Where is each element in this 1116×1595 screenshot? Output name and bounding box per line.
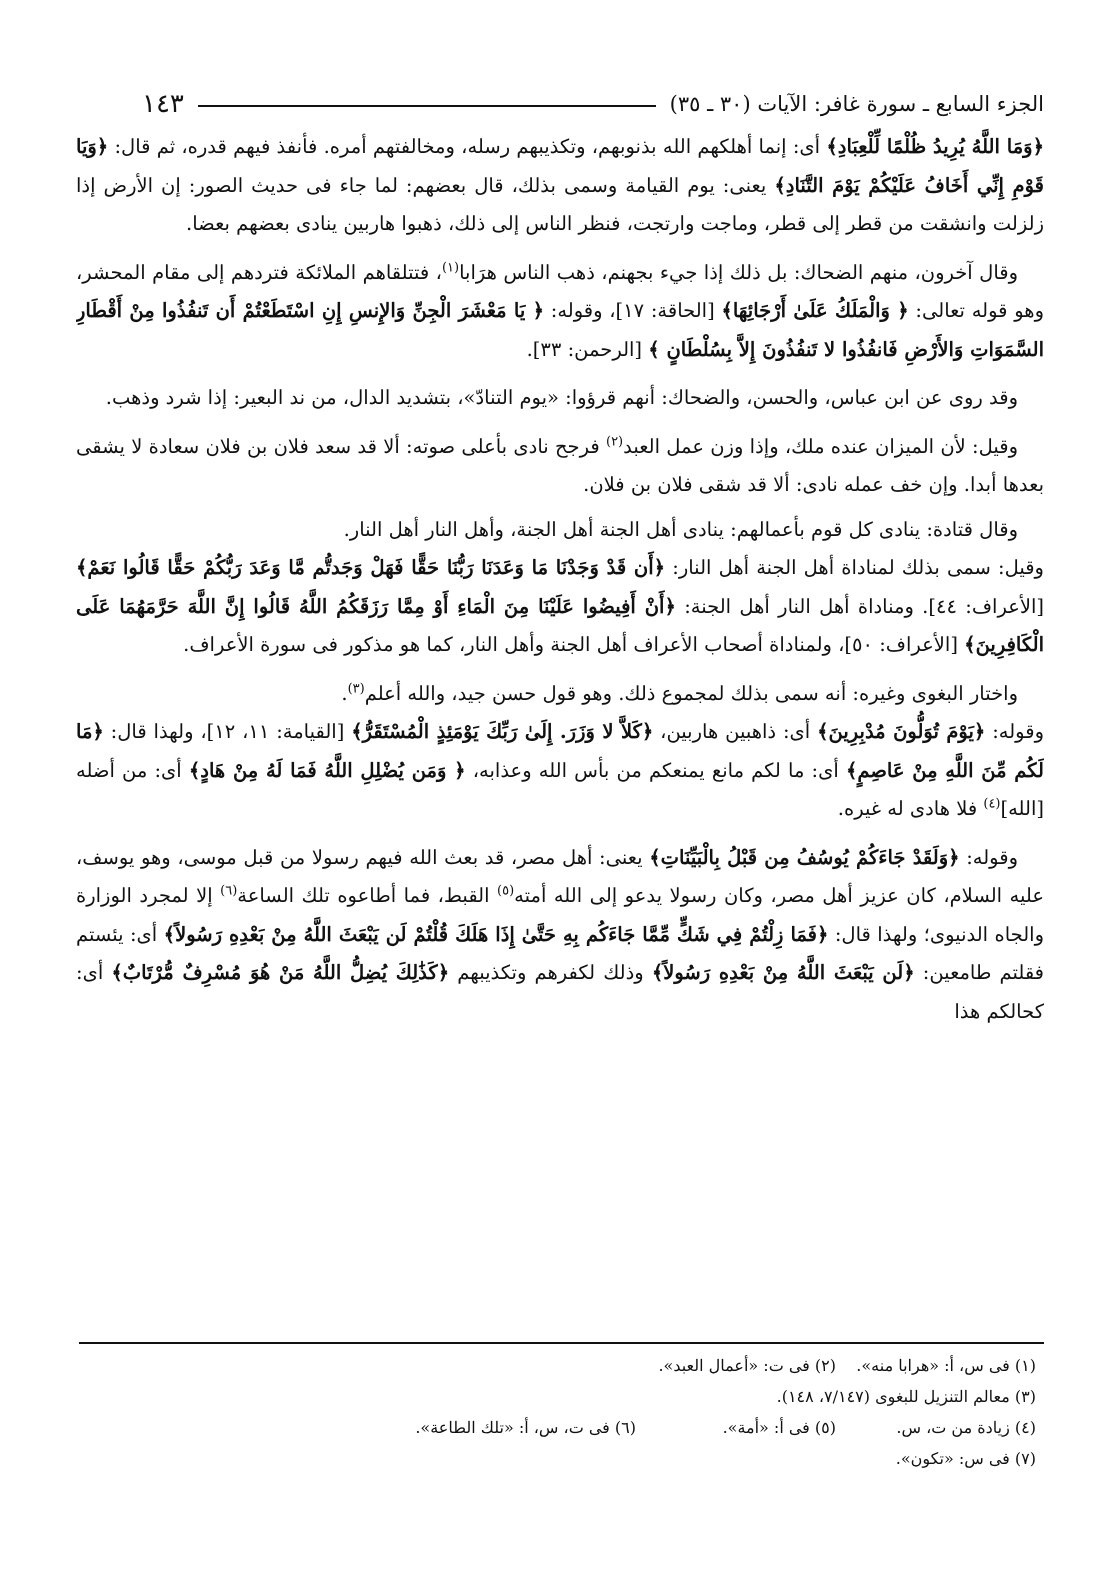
text-run: فلا هادى له غيره.	[837, 797, 984, 820]
paragraph	[76, 713, 1044, 829]
quran-verse: ﴿كَذَٰلِكَ يُضِلُّ اللَّهُ مَنْ هُوَ مُسْرِفٌ مُّرْتَابٌ﴾	[111, 961, 450, 984]
quran-verse: ﴿يَوْمَ تُوَلُّونَ مُدْبِرِينَ﴾	[817, 720, 986, 743]
text-run: [الرحمن: ٣٣].	[526, 337, 649, 361]
text-run: أى: من أضله [الله]	[76, 758, 1044, 820]
page-header	[142, 86, 1044, 122]
footnote-rule	[79, 1342, 1044, 1344]
paragraph	[76, 675, 1044, 714]
footnote-marker: (٢)	[605, 434, 624, 449]
text-run: واختار البغوى وغيره: أنه سمى بذلك لمجموع ذلك. وهو قول حسن جيد، والله أعلم	[364, 681, 1018, 705]
footnote-row	[76, 1412, 1036, 1443]
running-title: الجزء السابع ـ سورة غافر: الآيات (٣٠ ـ ٣٥)	[669, 92, 1044, 116]
text-run: أى: إنما أهلكهم الله بذنوبهم، وتكذيبهم رسله، ومخالفتهم أمره. فأنفذ فيهم قدره، ثم قال:	[108, 135, 827, 158]
text-run: وقوله:	[985, 720, 1044, 743]
footnote-marker: (١)	[441, 260, 460, 275]
text-run: وقيل: سمى بذلك لمناداة أهل الجنة أهل النار:	[665, 556, 1044, 579]
footnote: (٣) معالم التنزيل للبغوى (٧/١٤٧، ١٤٨).	[776, 1387, 1036, 1406]
paragraph	[76, 428, 1044, 505]
main-text	[76, 128, 1044, 1338]
footnote-row	[76, 1443, 1036, 1474]
text-run: أى: يئستم فقلتم طامعين:	[76, 922, 1044, 984]
paragraph	[76, 254, 1044, 370]
quran-verse: ﴿ يَا مَعْشَرَ الْجِنِّ وَالإِنسِ إِنِ اسْتَطَعْتُمْ أَن تَنفُذُوا مِنْ أَقْطَارِ السَّمَوَاتِ وَالأَرْضِ فَانفُذُوا لا تَنفُذُونَ إِلاَّ بِسُلْطَانٍ ﴾	[76, 299, 1044, 361]
text-run: [الأعراف: ٥٠]، ولمناداة أصحاب الأعراف أهل الجنة وأهل النار، كما هو مذكور فى سورة الأعراف.	[183, 633, 965, 656]
footnote: (٧) فى س: «تكون».	[895, 1449, 1036, 1468]
paragraph	[76, 549, 1044, 665]
paragraph	[76, 128, 1044, 244]
footnote: (٦) فى ت، س، أ: «تلك الطاعة».	[415, 1418, 636, 1437]
text-run: ، فتتلقاهم الملائكة فتردهم إلى مقام المحشر، وهو قوله تعالى:	[76, 260, 1044, 322]
quran-verse: ﴿مَا لَكُم مِّنَ اللَّهِ مِنْ عَاصِمٍ﴾	[76, 720, 1044, 782]
text-run: وقوله:	[959, 845, 1018, 869]
text-run: أى: ما لكم مانع يمنعكم من بأس الله وعذابه،	[465, 758, 846, 782]
text-run: .	[341, 681, 348, 705]
text-run: وقيل: لأن الميزان عنده ملك، وإذا وزن عمل العبد	[623, 434, 1019, 458]
paragraph	[76, 839, 1044, 1032]
text-run: أى: كحالكم هذا	[76, 961, 1044, 1023]
paragraph	[76, 379, 1044, 418]
quran-verse: ﴿أَنْ أَفِيضُوا عَلَيْنَا مِنَ الْمَاءِ أَوْ مِمَّا رَزَقَكُمُ اللَّهُ قَالُوا إِنَّ اللَّهَ حَرَّمَهُمَا عَلَى الْكَافِرِينَ﴾	[76, 594, 1044, 656]
text-run: [الأعراف: ٤٤]. ومناداة أهل النار أهل الجنة:	[675, 594, 1044, 618]
quran-verse: ﴿وَيَا قَوْمِ إِنِّي أَخَافُ عَلَيْكُمْ يَوْمَ التَّنَادِ﴾	[76, 135, 1044, 197]
quran-verse: ﴿كَلاَّ لا وَزَرَ. إِلَىٰ رَبِّكَ يَوْمَئِذٍ الْمُسْتَقَرُّ﴾	[351, 720, 654, 743]
quran-verse: ﴿فَمَا زِلْتُمْ فِي شَكٍّ مِّمَّا جَاءَكُم بِهِ حَتَّىٰ إِذَا هَلَكَ قُلْتُمْ لَن يَبْعَثَ اللَّهُ مِنْ بَعْدِهِ رَسُولاً﴾	[163, 922, 829, 946]
quran-verse: ﴿أَن قَدْ وَجَدْنَا مَا وَعَدَنَا رَبُّنَا حَقًّا فَهَلْ وَجَدتُّم مَّا وَعَدَ رَبُّكُمْ حَقًّا قَالُوا نَعَمْ﴾	[76, 556, 666, 579]
footnotes	[76, 1350, 1036, 1474]
footnote-marker: (٥)	[497, 883, 515, 899]
text-run: فرجح نادى بأعلى صوته: ألا قد سعد فلان بن فلان سعادة لا يشقى بعدها أبدا. وإن خف عمله نادى: ألا قد شقى فلان بن فلان.	[76, 434, 1044, 496]
text-run: [الحاقة: ١٧]، وقوله:	[544, 299, 722, 322]
text-run: أى: ذاهبين هاربين،	[653, 720, 818, 743]
footnote-marker: (٣)	[347, 681, 365, 696]
quran-verse: ﴿وَلَقَدْ جَاءَكُمْ يُوسُفُ مِن قَبْلُ بِالْبَيِّنَاتِ﴾	[649, 845, 960, 869]
text-run: وقال آخرون، منهم الضحاك: بل ذلك إذا جيء بجهنم، ذهب الناس هرَابا	[459, 260, 1019, 284]
text-run: يعنى: يوم القيامة وسمى بذلك، قال بعضهم: لما جاء فى حديث الصور: إن الأرض إذا زلزلت وانشقت من قطر إلى قطر، وماجت وارتجت، فنظر الناس إلى ذلك، ذهبوا هاربين ينادى بعضهم بعضا.	[76, 173, 1044, 235]
footnote: (٥) فى أ: «أمة».	[722, 1418, 836, 1437]
text-run: يعنى: أهل مصر، قد بعث الله فيهم رسولا من قبل موسى، وهو يوسف، عليه السلام، كان عزيز أهل مصر، وكان رسولا يدعو إلى الله أمته	[76, 845, 1044, 907]
paragraph	[76, 511, 1044, 550]
text-run: وذلك لكفرهم وتكذيبهم	[449, 961, 652, 984]
header-rule	[198, 105, 656, 107]
footnote-marker: (٦)	[220, 883, 238, 899]
footnote-row	[76, 1350, 1036, 1381]
text-run: وقال قتادة: ينادى كل قوم بأعمالهم: ينادى أهل الجنة أهل الجنة، وأهل النار أهل النار.	[343, 517, 1018, 541]
footnote-row	[76, 1381, 1036, 1412]
text-run: وقد روى عن ابن عباس، والحسن، والضحاك: أنهم قرؤوا: «يوم التنادّ»، بتشديد الدال، من ند البعير: إذا شرد وذهب.	[105, 386, 1018, 409]
quran-verse: ﴿لَن يَبْعَثَ اللَّهُ مِنْ بَعْدِهِ رَسُولاً﴾	[651, 961, 915, 984]
quran-verse: ﴿وَمَا اللَّهُ يُرِيدُ ظُلْمًا لِّلْعِبَادِ﴾	[826, 135, 1044, 158]
footnote: (٢) فى ت: «أعمال العبد».	[658, 1356, 836, 1375]
text-run: [القيامة: ١١، ١٢]، ولهذا قال:	[103, 720, 352, 743]
text-run: إلا لمجرد الوزارة والجاه الدنيوى؛ ولهذا قال:	[76, 884, 1044, 946]
footnote: (١) فى س، أ: «هرابا منه».	[856, 1356, 1036, 1375]
text-run: القبط، فما أطاعوه تلك الساعة	[237, 884, 498, 907]
quran-verse: ﴿ وَالْمَلَكُ عَلَىٰ أَرْجَائِهَا﴾	[721, 299, 909, 322]
page-number: ١٤٣	[142, 89, 184, 119]
footnote: (٤) زيادة من ت، س.	[896, 1418, 1036, 1437]
quran-verse: ﴿ وَمَن يُضْلِلِ اللَّهُ فَمَا لَهُ مِنْ هَادٍ﴾	[188, 758, 466, 782]
footnote-marker: (٤)	[983, 796, 1001, 812]
